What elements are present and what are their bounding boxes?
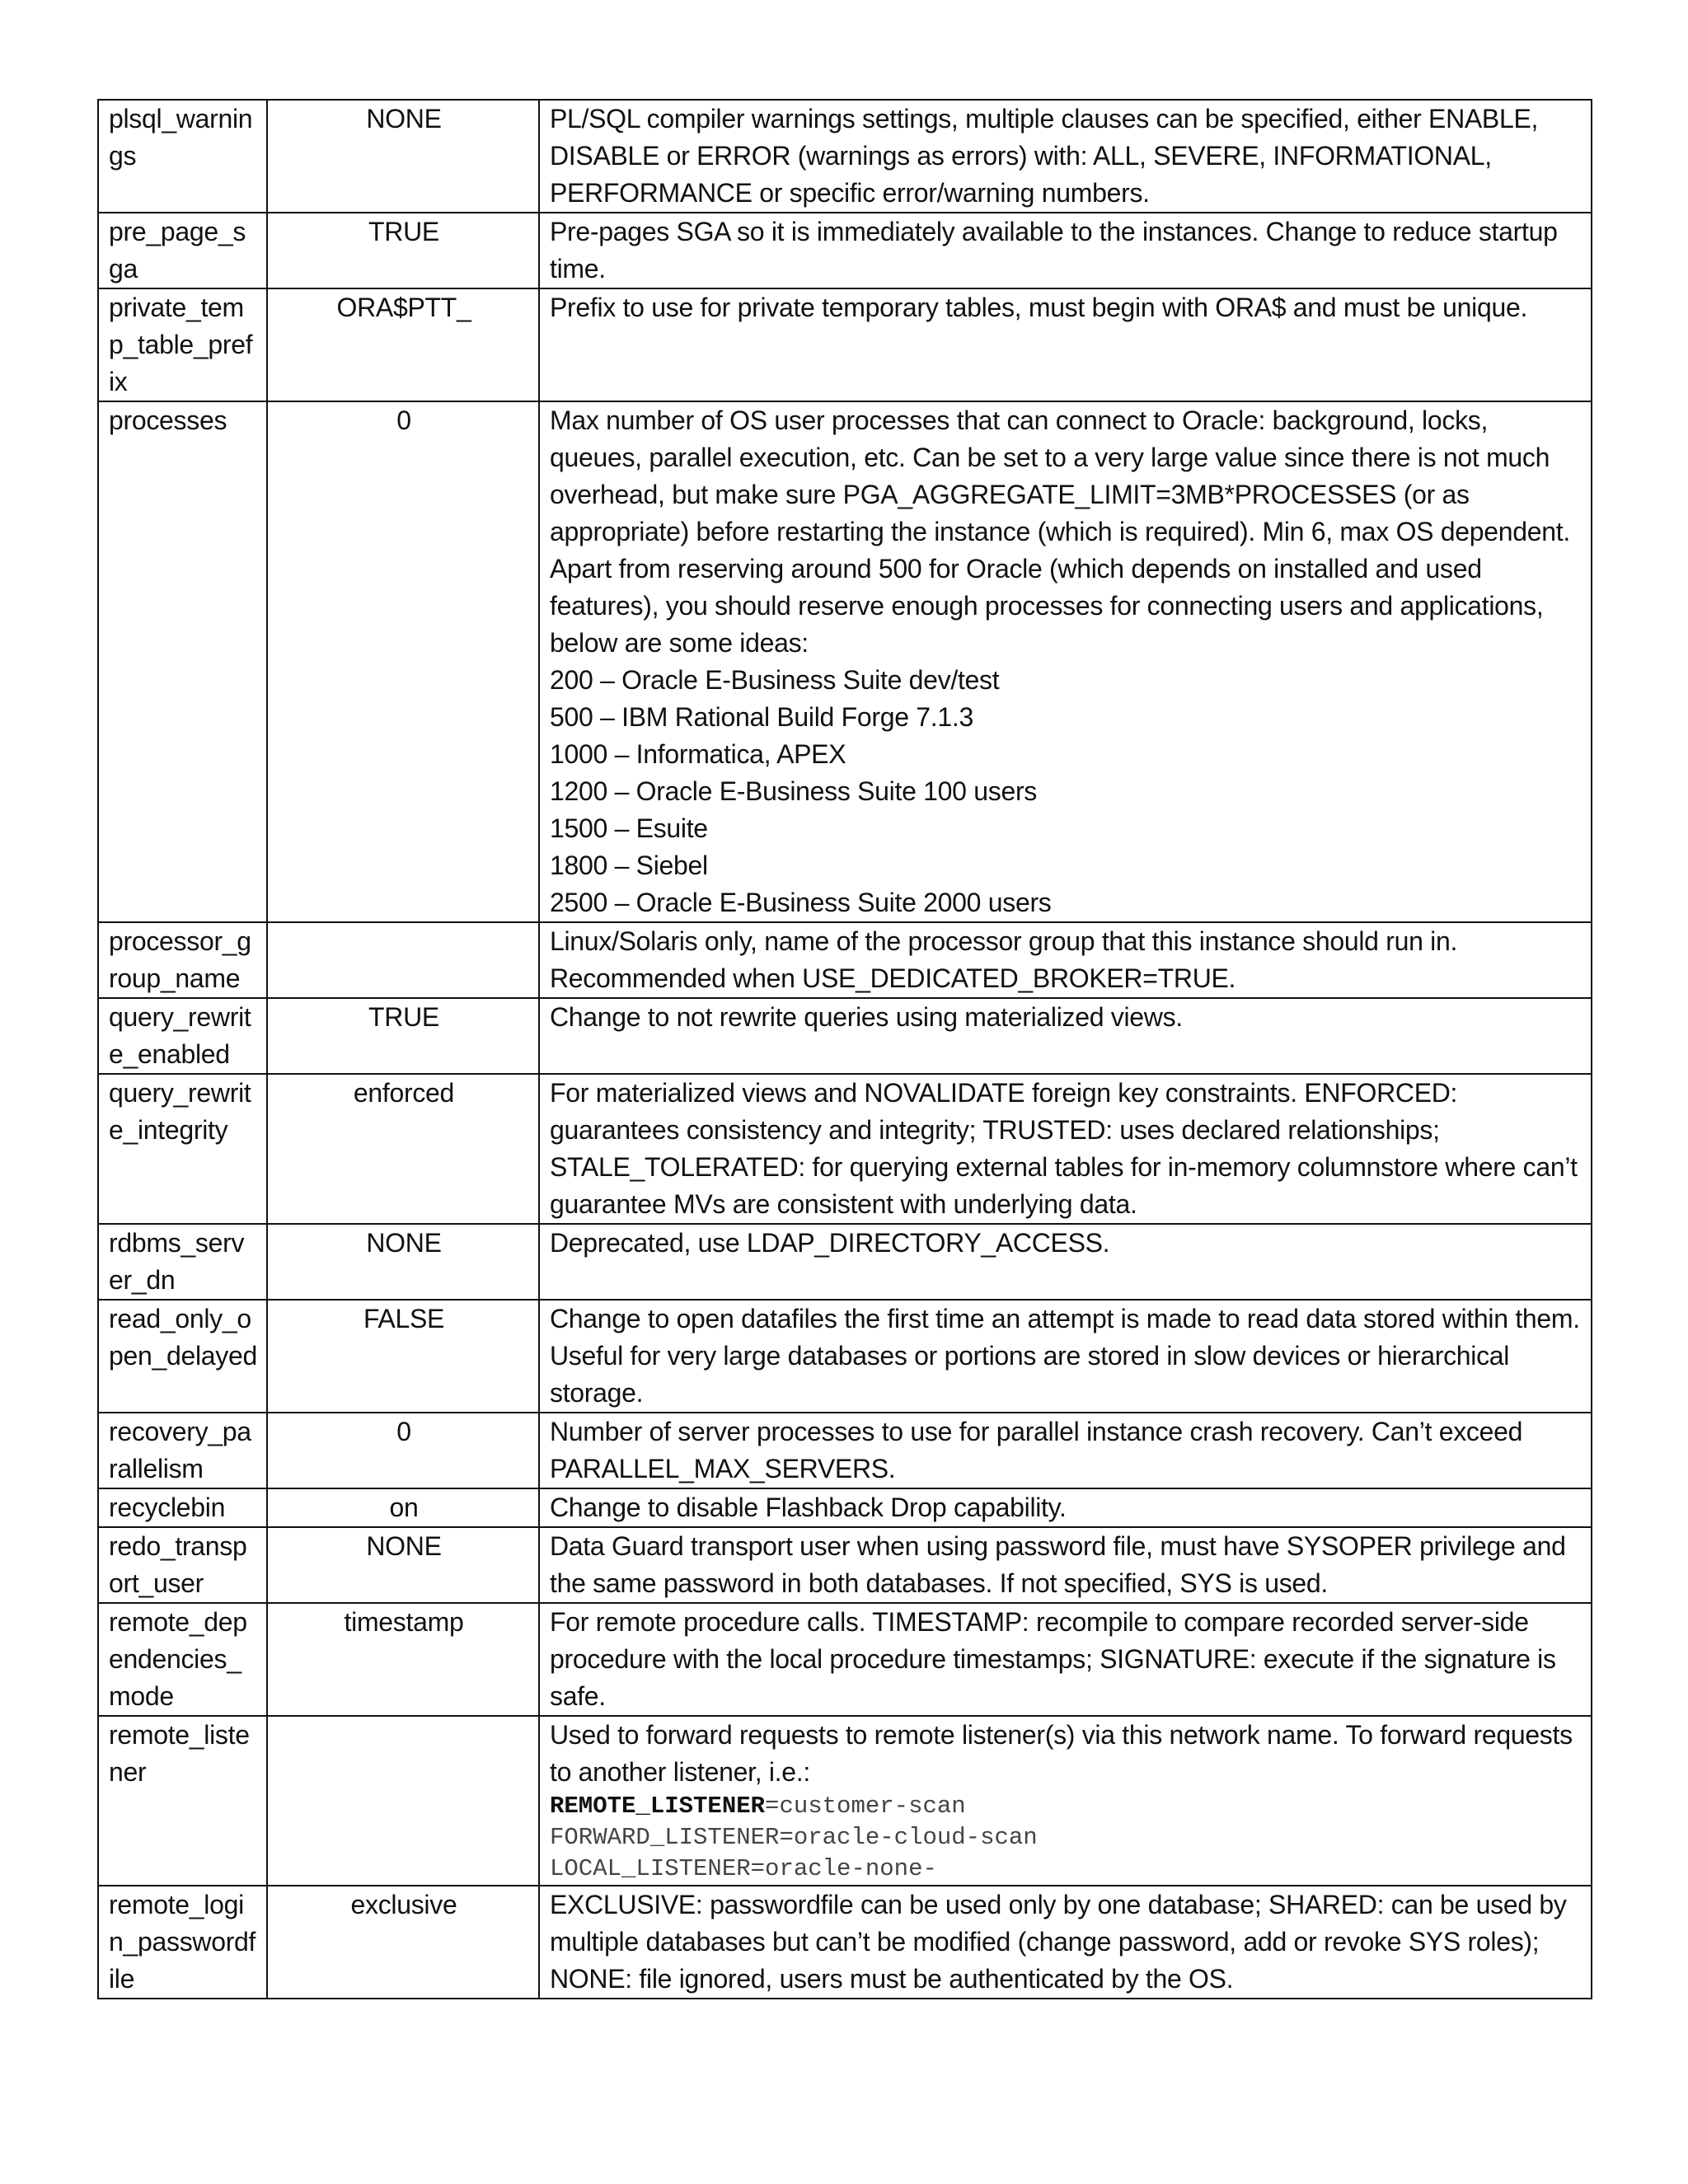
table-row [98,401,1592,922]
parameters-table-body [98,100,1592,1999]
process-idea-item: 200 – Oracle E-Business Suite dev/test [550,665,1000,695]
param-default: 0 [267,401,539,922]
code-keyword: REMOTE_LISTENER [550,1793,766,1820]
param-default: FALSE [267,1300,539,1413]
param-default: TRUE [267,998,539,1074]
param-description: Data Guard transport user when using password file, must have SYSOPER privilege and the same password in both databases. If not specified, SYS is used. [539,1527,1592,1603]
param-default: enforced [267,1074,539,1224]
table-row [98,1886,1592,1999]
process-idea-item: 1200 – Oracle E-Business Suite 100 users [550,776,1038,806]
param-description: Pre-pages SGA so it is immediately available to the instances. Change to reduce startup time. [539,213,1592,288]
param-default: on [267,1488,539,1527]
param-name: recovery_parallelism [98,1413,267,1488]
param-default: 0 [267,1413,539,1488]
table-row [98,998,1592,1074]
table-row [98,922,1592,998]
param-description: Change to disable Flashback Drop capability. [539,1488,1592,1527]
table-row [98,288,1592,401]
table-row [98,1300,1592,1413]
table-row [98,1074,1592,1224]
param-default: exclusive [267,1886,539,1999]
code-line [550,1791,1582,1822]
table-row [98,1413,1592,1488]
table-row [98,1716,1592,1886]
param-description: EXCLUSIVE: passwordfile can be used only by one database; SHARED: can be used by multiple databases but can’t be modified (change password, add or revoke SYS roles); NONE: file ignored, users must be authenticated by the OS. [539,1886,1592,1999]
param-description: PL/SQL compiler warnings settings, multiple clauses can be specified, either ENABLE, DISABLE or ERROR (warnings as errors) with: ALL, SEVERE, INFORMATIONAL, PERFORMANCE or specific error/warning numbers. [539,100,1592,213]
code-text: =customer-scan [765,1793,966,1820]
param-default: TRUE [267,213,539,288]
param-description: For materialized views and NOVALIDATE foreign key constraints. ENFORCED: guarantees consistency and integrity; TRUSTED: uses declared relationships; STALE_TOLERATED: for querying external tables for in-memory columnstore where can’t guarantee MVs are consistent with underlying data. [539,1074,1592,1224]
param-default: ORA$PTT_ [267,288,539,401]
param-default [267,1716,539,1886]
table-row [98,1224,1592,1300]
param-default: NONE [267,100,539,213]
param-name: processes [98,401,267,922]
process-idea-item: 2500 – Oracle E-Business Suite 2000 users [550,888,1052,917]
param-description: Prefix to use for private temporary tables, must begin with ORA$ and must be unique. [539,288,1592,401]
param-name: processor_group_name [98,922,267,998]
param-name: remote_dependencies_mode [98,1603,267,1716]
param-description-text: Used to forward requests to remote listener(s) via this network name. To forward requests to another listener, i.e.: [550,1720,1573,1787]
param-description: Deprecated, use LDAP_DIRECTORY_ACCESS. [539,1224,1592,1300]
param-name: query_rewrite_enabled [98,998,267,1074]
table-row [98,1527,1592,1603]
table-row [98,213,1592,288]
code-line [550,1822,1582,1854]
parameters-table [97,99,1592,1999]
param-description-text: Max number of OS user processes that can connect to Oracle: background, locks, queues, parallel execution, etc. Can be set to a very large value since there is not much overhead, but make sure PGA_AGGREGATE_LIMIT=3MB*PROCESSES (or as appropriate) before restarting the instance (which is required). Min 6, max OS dependent. Apart from reserving around 500 for Oracle (which depends on installed and used features), you should reserve enough processes for connecting users and applications, below are some ideas: [550,405,1570,658]
table-row [98,1603,1592,1716]
table-row [98,1488,1592,1527]
code-text: FORWARD_LISTENER=oracle-cloud-scan [550,1824,1038,1851]
param-description: Change to open datafiles the first time an attempt is made to read data stored within them. Useful for very large databases or portions are stored in slow devices or hierarchical storage. [539,1300,1592,1413]
code-line [550,1854,1582,1885]
param-name: plsql_warnings [98,100,267,213]
code-text: LOCAL_LISTENER=oracle-none- [550,1855,937,1882]
document-page [97,99,1591,1999]
param-name: remote_login_passwordfile [98,1886,267,1999]
param-name: recyclebin [98,1488,267,1527]
param-description [539,1716,1592,1886]
param-description: Linux/Solaris only, name of the processor group that this instance should run in. Recommended when USE_DEDICATED_BROKER=TRUE. [539,922,1592,998]
process-idea-item: 1000 – Informatica, APEX [550,739,846,769]
param-name: rdbms_server_dn [98,1224,267,1300]
param-default [267,922,539,998]
param-default: timestamp [267,1603,539,1716]
param-name: remote_listener [98,1716,267,1886]
param-description: Change to not rewrite queries using materialized views. [539,998,1592,1074]
param-default: NONE [267,1224,539,1300]
param-name: read_only_open_delayed [98,1300,267,1413]
param-default: NONE [267,1527,539,1603]
param-description: Number of server processes to use for parallel instance crash recovery. Can’t exceed PARALLEL_MAX_SERVERS. [539,1413,1592,1488]
table-row [98,100,1592,213]
process-idea-item: 1500 – Esuite [550,813,708,843]
param-description [539,401,1592,922]
param-name: query_rewrite_integrity [98,1074,267,1224]
param-name: redo_transport_user [98,1527,267,1603]
process-idea-item: 1800 – Siebel [550,851,708,880]
param-name: pre_page_sga [98,213,267,288]
process-idea-item: 500 – IBM Rational Build Forge 7.1.3 [550,702,973,732]
param-description: For remote procedure calls. TIMESTAMP: recompile to compare recorded server-side procedure with the local procedure timestamps; SIGNATURE: execute if the signature is safe. [539,1603,1592,1716]
param-name: private_temp_table_prefix [98,288,267,401]
